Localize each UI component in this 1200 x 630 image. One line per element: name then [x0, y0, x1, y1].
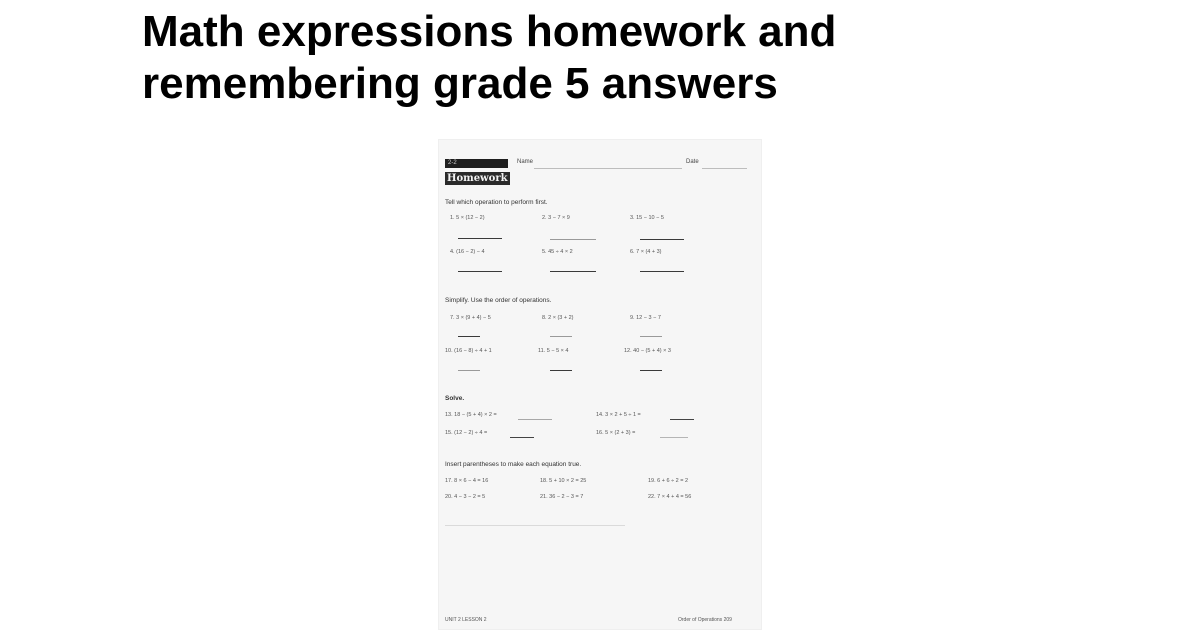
homework-heading: Homework: [447, 173, 508, 184]
answer-line: [670, 419, 694, 420]
answer-line: [640, 239, 684, 240]
problem-3: 3. 15 − 10 − 5: [630, 215, 664, 221]
problem-12: 12. 40 − (5 + 4) × 3: [624, 348, 671, 354]
answer-line: [458, 370, 480, 371]
problem-5: 5. 45 ÷ 4 × 2: [542, 249, 573, 255]
answer-line: [550, 336, 572, 337]
problem-11: 11. 5 − 5 × 4: [538, 348, 569, 354]
section2-instruction: Simplify. Use the order of operations.: [445, 297, 552, 304]
name-line: [534, 168, 682, 169]
answer-line: [510, 437, 534, 438]
date-label: Date: [686, 159, 699, 165]
answer-line: [458, 271, 502, 272]
problem-21: 21. 36 − 2 − 3 = 7: [540, 494, 584, 500]
problem-22: 22. 7 × 4 + 4 = 56: [648, 494, 692, 500]
problem-8: 8. 2 × (3 + 2): [542, 315, 574, 321]
page-title: Math expressions homework and remembering grade 5 answers: [142, 7, 837, 108]
footer-left: UNIT 2 LESSON 2: [445, 617, 487, 623]
problem-4: 4. (16 − 2) − 4: [450, 249, 485, 255]
problem-17: 17. 8 × 6 − 4 = 16: [445, 478, 489, 484]
problem-6: 6. 7 × (4 + 3): [630, 249, 662, 255]
answer-line: [550, 370, 572, 371]
answer-line: [458, 238, 502, 239]
answer-line: [550, 271, 596, 272]
answer-line: [550, 239, 596, 240]
name-label: Name: [517, 159, 534, 165]
answer-line: [660, 437, 688, 438]
date-line: [702, 168, 747, 169]
problem-18: 18. 5 + 10 × 2 = 25: [540, 478, 587, 484]
answer-line: [640, 336, 662, 337]
answer-line: [640, 271, 684, 272]
problem-14: 14. 3 × 2 + 5 ÷ 1 =: [596, 412, 641, 418]
section3-instruction: Solve.: [445, 395, 465, 402]
problem-2: 2. 3 − 7 × 9: [542, 215, 570, 221]
problem-1: 1. 5 × (12 − 2): [450, 215, 485, 221]
problem-16: 16. 5 × (2 + 3) =: [596, 430, 636, 436]
lesson-code-badge: 2-2: [445, 159, 508, 168]
scan-divider: [445, 525, 625, 526]
problem-13: 13. 18 − (5 + 4) × 2 =: [445, 412, 497, 418]
answer-line: [640, 370, 662, 371]
problem-20: 20. 4 − 3 − 2 = 5: [445, 494, 486, 500]
problem-10: 10. (16 − 8) ÷ 4 + 1: [445, 348, 492, 354]
problem-7: 7. 3 × (9 + 4) − 5: [450, 315, 491, 321]
problem-15: 15. (12 − 2) ÷ 4 =: [445, 430, 488, 436]
problem-9: 9. 12 − 3 − 7: [630, 315, 661, 321]
section1-instruction: Tell which operation to perform first.: [445, 199, 548, 206]
footer-right: Order of Operations 209: [678, 617, 732, 623]
answer-line: [458, 336, 480, 337]
worksheet-scan-image: [438, 139, 762, 630]
problem-19: 19. 6 + 6 ÷ 2 = 2: [648, 478, 689, 484]
answer-line: [518, 419, 552, 420]
section4-instruction: Insert parentheses to make each equation true.: [445, 461, 582, 468]
